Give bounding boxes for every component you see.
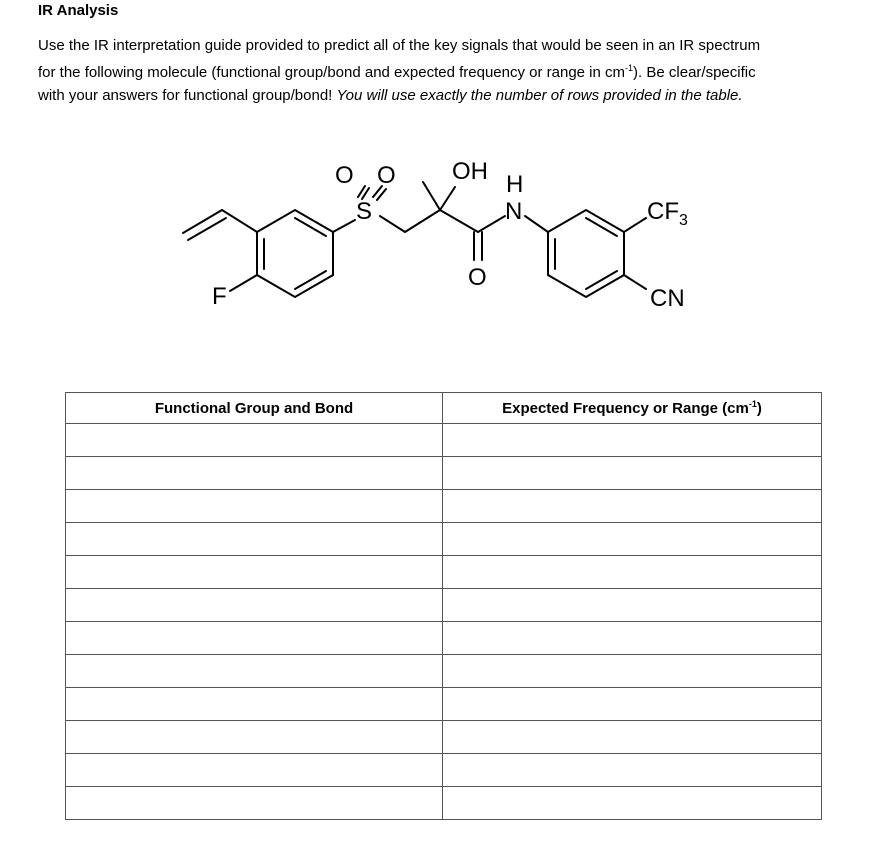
frequency-cell[interactable]	[443, 754, 822, 787]
instructions	[38, 34, 858, 107]
functional-group-cell[interactable]	[66, 754, 443, 787]
aryl-sulfur-bond	[333, 220, 355, 232]
instructions-line-1: Use the IR interpretation guide provided to predict all of the key signals that would be seen in an IR spectrum	[38, 37, 761, 54]
page-title: IR Analysis	[38, 2, 119, 19]
nitrile-label: CN	[650, 285, 685, 312]
functional-group-cell[interactable]	[66, 457, 443, 490]
ring-1-double-c	[295, 218, 326, 236]
functional-group-cell[interactable]	[66, 556, 443, 589]
header-frequency	[443, 393, 822, 424]
header-functional-group: Functional Group and Bond	[66, 393, 443, 424]
instructions-line-2a: for the following molecule (functional group/bond and expected frequency or range in cm	[38, 64, 626, 81]
functional-group-cell[interactable]	[66, 688, 443, 721]
frequency-cell[interactable]	[443, 490, 822, 523]
table-header-row	[66, 393, 822, 424]
frequency-cell[interactable]	[443, 589, 822, 622]
cf3-bond	[624, 218, 646, 232]
fluorine-atom: F	[212, 283, 227, 310]
cn-bond	[624, 275, 646, 289]
cf3-subscript: 3	[679, 212, 688, 229]
ring-1-double-b	[295, 271, 326, 289]
table-row	[66, 556, 822, 589]
vinyl-bond-1	[183, 210, 222, 233]
table-row	[66, 589, 822, 622]
carbonyl-oxygen: O	[468, 264, 487, 291]
table-row	[66, 787, 822, 820]
functional-group-cell[interactable]	[66, 787, 443, 820]
header-frequency-end: )	[756, 400, 762, 417]
cm-exponent: -1	[625, 63, 634, 73]
hydroxyl-label: OH	[452, 158, 488, 185]
cf-text: CF	[647, 198, 679, 225]
sulfur-ch2-bond	[380, 216, 405, 232]
vinyl-bond-2	[188, 218, 226, 240]
header-frequency-exponent: -1	[748, 399, 757, 409]
functional-group-cell[interactable]	[66, 589, 443, 622]
table-row	[66, 688, 822, 721]
frequency-cell[interactable]	[443, 655, 822, 688]
ring-2-double-b	[586, 271, 617, 289]
functional-group-cell[interactable]	[66, 523, 443, 556]
header-frequency-text: Expected Frequency or Range (cm	[502, 400, 749, 417]
table-row	[66, 490, 822, 523]
ir-signal-table	[65, 392, 822, 820]
functional-group-cell[interactable]	[66, 721, 443, 754]
instructions-line-2b: ). Be clear/specific	[633, 64, 756, 81]
fluoro-bond	[230, 275, 257, 291]
frequency-cell[interactable]	[443, 556, 822, 589]
frequency-cell[interactable]	[443, 424, 822, 457]
frequency-cell[interactable]	[443, 721, 822, 754]
instructions-line-3	[38, 84, 858, 107]
functional-group-cell[interactable]	[66, 490, 443, 523]
sulfur-atom: S	[356, 198, 373, 225]
table-row	[66, 424, 822, 457]
benzene-ring-1	[257, 210, 333, 297]
amide-hydrogen: H	[506, 171, 524, 198]
ring-2-double-c	[586, 218, 617, 236]
instructions-line-3a: with your answers for functional group/bond!	[38, 87, 337, 104]
instructions-line-3-italic: You will use exactly the number of rows provided in the table.	[336, 87, 743, 104]
vinyl-bond-3	[222, 210, 257, 232]
functional-group-cell[interactable]	[66, 655, 443, 688]
frequency-cell[interactable]	[443, 523, 822, 556]
quat-carbonyl-bond	[440, 210, 478, 232]
methyl-bond	[423, 182, 440, 210]
n-aryl-bond	[525, 216, 548, 232]
sulfonyl-oxygen-1: O	[335, 162, 354, 189]
frequency-cell[interactable]	[443, 622, 822, 655]
table-row	[66, 754, 822, 787]
oh-bond	[440, 187, 455, 210]
table-row	[66, 622, 822, 655]
frequency-cell[interactable]	[443, 457, 822, 490]
molecule-structure	[0, 140, 875, 340]
table-row	[66, 523, 822, 556]
instructions-line-2	[38, 57, 858, 84]
functional-group-cell[interactable]	[66, 622, 443, 655]
ch2-quat-bond	[405, 210, 440, 232]
sulfonyl-oxygen-2: O	[377, 162, 396, 189]
benzene-ring-2	[548, 210, 624, 297]
frequency-cell[interactable]	[443, 688, 822, 721]
table-row	[66, 457, 822, 490]
trifluoromethyl-label	[647, 198, 688, 229]
table-row	[66, 721, 822, 754]
amide-nitrogen: N	[505, 198, 523, 225]
frequency-cell[interactable]	[443, 787, 822, 820]
carbonyl-n-bond	[478, 216, 505, 232]
table-row	[66, 655, 822, 688]
functional-group-cell[interactable]	[66, 424, 443, 457]
